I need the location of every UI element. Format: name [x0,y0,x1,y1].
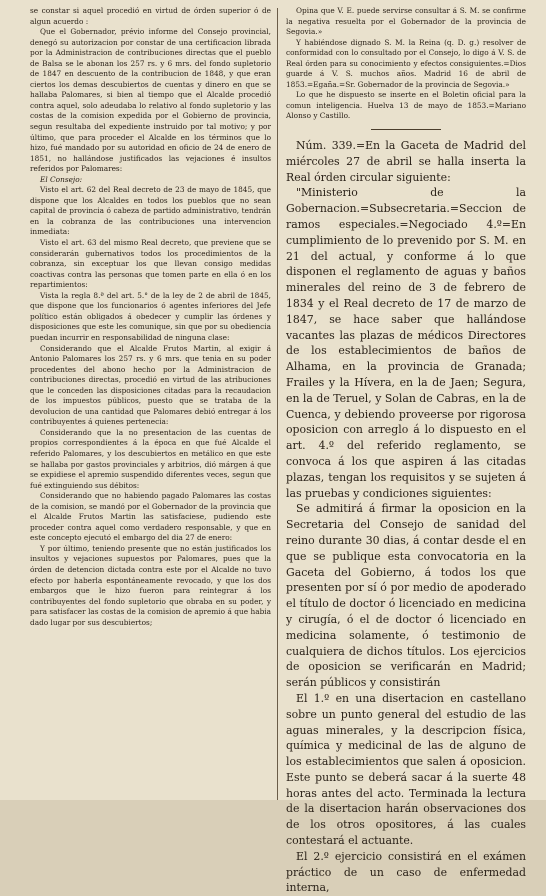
paragraph: El 2.º ejercicio consistirá en el exámen práctico de un caso de enfermedad interna, [286,849,526,895]
paragraph: Y habiéndose dignado S. M. la Reina (q. D. g.) resolver de conformidad con lo consultado por el Consejo, lo digo á V. S. de Real órden para su conocimiento y efectos consiguientes.=Dios guarde á V. S. muchos años. Madrid 16 de abril de 1853.=Egaña.=Sr. Gobernador de la provincia de Segovia.» [286,37,526,89]
paragraph: El 1.º en una disertacion en castellano sobre un punto general del estudio de las aguas minerales, y la descripcion física, química y medicinal de las de alguno de los establecimientos que salen á oposicion. Este punto se deberá sacar á la suerte 48 horas antes del acto. Terminada la lectura de la disertacion harán observaciones dos de los otros opositores, á las cuales contestará el actuante. [286,691,526,848]
paragraph: Núm. 339.=En la Gaceta de Madrid del miércoles 27 de abril se halla inserta la Real órden circular siguiente: [286,139,526,184]
right-bottom-section [286,138,526,896]
paragraph: Lo que he dispuesto se inserte en el Boletin oficial para la comun inteligencia. Huelva 13 de mayo de 1853.=Mariano Alonso y Castillo. [286,90,526,121]
right-top-section [286,6,526,122]
paragraph: Que el Gobernador, prévio informe del Consejo provincial, denegó su autorizacion por constar de una certificacion librada por la Administracion de contribuciones directas que el pueblo de Balsa se le abonan los 257 rs. y 6 mrs. del fondo supletorio de 1847 en descuento de la contribucion de 1848, y que eran ciertos los demas descubiertos de cuentas y dinero en que se hallaba Palomares, si bien al tiempo que el Alcalde procedió contra aquel, solo adeudaba lo relativo al fondo supletorio y las costas de la comision expedida por el Gobierno de provincia, segun resultaba del expediente instruido por tal motivo; y por último, que para proceder el Alcalde en los términos que lo hizo, fué mandado por su autoridad en oficio de 24 de enero de 1851, no hallándose justificados las vejaciones é insultos referidos por Palomares: [30,27,271,174]
paragraph: Considerando que no habiendo pagado Palomares las costas de la comision, se mandó por el Gobernador de la provincia que el Alcalde Frutos Martin las satisfaciese, pudiendo este proceder contra aquel como verdadero responsable, y que en este concepto ejecutó el embargo del dia 27 de enero: [30,491,271,543]
paragraph: Se admitirá á firmar la oposicion en la Secretaria del Consejo de sanidad del reino durante 30 dias, á contar desde el en que se publique esta convocatoria en la Gaceta del Gobierno, á todos los que presenten por sí ó por medio de apoderado el título de doctor ó licenciado en medicina y cirugía, ó el de doctor ó licenciado en medicina solamente, ó testimonio de cualquiera de dichos títulos. Los ejercicios de oposicion se verificarán en Madrid; serán públicos y consistirán [286,502,526,690]
left-column [30,6,277,800]
paragraph: Vista la regla 8.ª del art. 5.° de la ley de 2 de abril de 1845, que dispone que los funcionarios ó agentes inferiores del Jefe político están obligados á obedecer y cumplir las órdenes y disposiciones que este les comunique, sin que por su obediencia puedan incurrir en responsabilidad de ninguna clase: [30,290,271,342]
paragraph: "Ministerio de la Gobernacion.=Subsecretaria.=Seccion de ramos especiales.=Negociado 4.º=En cumplimiento de lo prevenido por S. M. en 21 del actual, y conforme á lo que disponen el reglamento de aguas y baños minerales del reino de 3 de febrero de 1834 y el Real decreto de 17 de marzo de 1847, se hace saber que hallándose vacantes las plazas de médicos Directores de los establecimientos de baños de Alhama, en la provincia de Granada; Frailes y la Hívera, en la de Jaen; Segura, en la de Teruel, y Solan de Cabras, en la de Cuenca, y debiendo proveerse por rigorosa oposicion con arreglo á lo dispuesto en el art. 4.º del referido reglamento, se convoca á los que aspiren á las citadas plazas, tengan los requisitos y se sujeten á las pruebas y condiciones siguientes: [286,186,526,500]
right-column [278,6,526,895]
paragraph: Visto el art. 62 del Real decreto de 23 de mayo de 1845, que dispone que los Alcaldes en todos los pueblos que no sean capital de provincia ó cabeza de partido administrativo, tendrán en la cobranza de las contribuciones una intervencion inmediata: [30,185,271,237]
paragraph: Considerando que la no presentacion de las cuentas de propios correspondientes á la época en que fué Alcalde el referido Palomares, y los descubiertos en metálico en que este se hallaba por gastos provinciales y arbitrios, dió márgen á que se expidiese el apremio suspendido diferentes veces, segun que fué extinguiendo sus débitos: [30,427,271,490]
paragraph: Considerando que el Alcalde Frutos Martin, al exigir á Antonio Palomares los 257 rs. y 6 mrs. que tenia en su poder procedentes del abono hecho por la Administracion de contribuciones directas, procedió en virtud de las atribuciones que le conceden las disposiciones citadas para la recaudacion de los impuestos públicos, puesto que se trataba de la devolucion de una cantidad que Palomares debió entregar á los contribuyentes á quienes pertenecia: [30,343,271,427]
paragraph: Y por último, teniendo presente que no están justificados los insultos y vejaciones supuestos por Palomares, pues que la órden de detencion dictada contra este por el Alcalde no tuvo efecto por haberla espontáneamente revocado, y que los dos embargos que le hizo fueron para reintegrar á los contribuyentes del fondo supletorio que obraba en su poder, y para satisfacer las costas de la comision de apremio á que habia dado lugar por sus descubiertos; [30,543,271,627]
paragraph: Opina que V. E. puede servirse consultar á S. M. se confirme la negativa resuelta por el Gobernador de la provincia de Segovia.» [286,6,526,37]
section-separator [371,129,441,130]
paragraph: El Consejo: [40,174,83,184]
paragraph: Visto el art. 63 del mismo Real decreto, que previene que se considerarán gubernativos todos los procedimientos de la cobranza, sin exceptuar los que llevan consigo medidas coactivas contra las personas que tomen parte en ella ó en los repartimientos: [30,238,271,290]
paragraph: se constar si aquel procedió en virtud de órden superior ó de algun acuerdo : [30,6,271,26]
